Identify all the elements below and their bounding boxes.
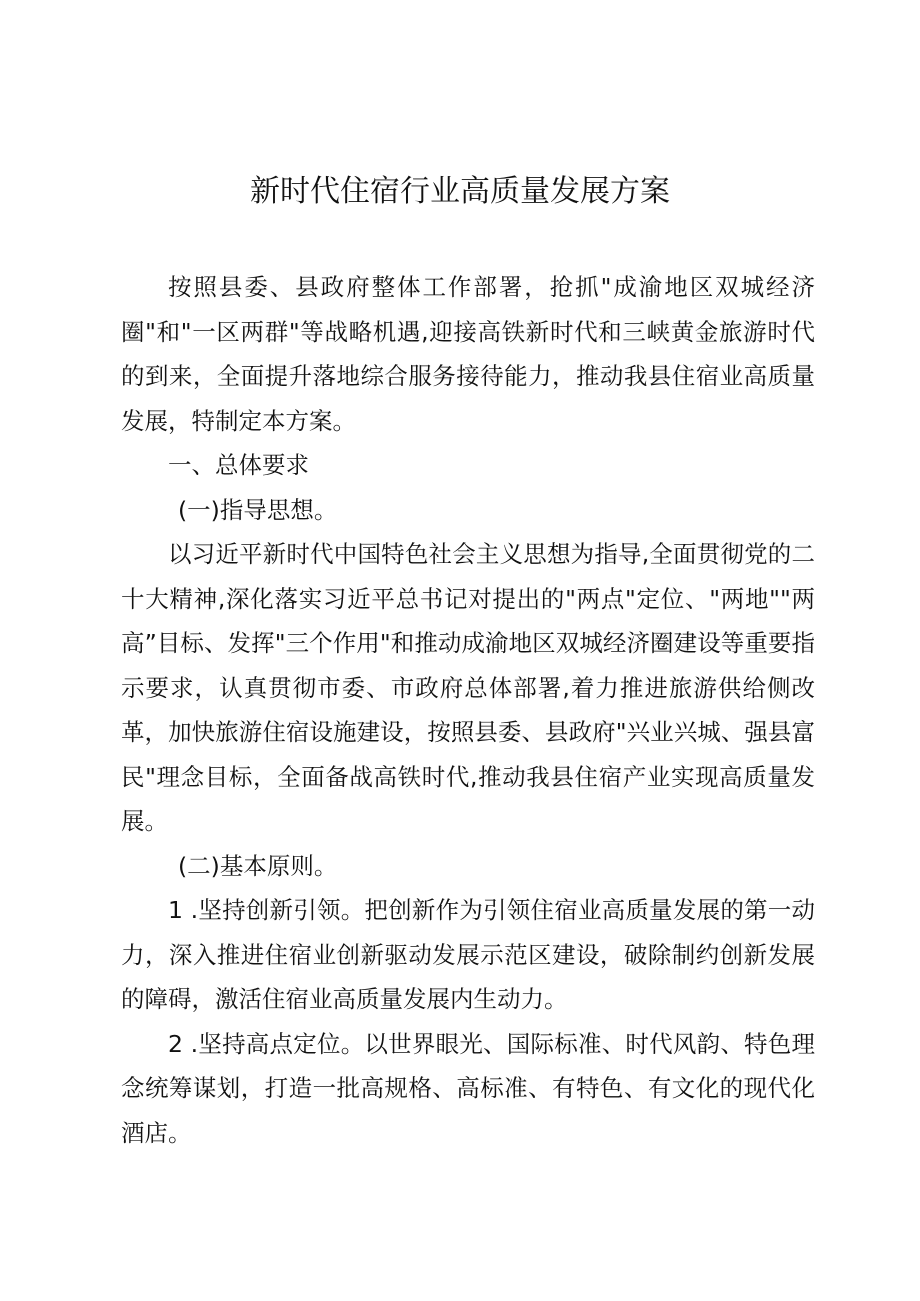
subheading-basic-principles: (二)基本原则。 xyxy=(178,851,338,880)
principle-positioning-paragraph: 2 .坚持高点定位。以世界眼光、国际标准、时代风韵、特色理念统筹谋划，打造一批高规格、高标准、有特色、有文化的现代化酒店。 xyxy=(121,1029,815,1147)
intro-paragraph: 按照县委、县政府整体工作部署，抢抓"成渝地区双城经济圈"和"一区两群"等战略机遇,迎接高铁新时代和三峡黄金旅游时代的到来，全面提升落地综合服务接待能力，推动我县住宿业高质量发展，特制定本方案。 xyxy=(121,273,815,435)
subheading-guiding-ideology: (一)指导思想。 xyxy=(178,495,338,524)
document-title: 新时代住宿行业高质量发展方案 xyxy=(250,174,670,209)
principle-innovation-paragraph: 1 .坚持创新引领。把创新作为引领住宿业高质量发展的第一动力，深入推进住宿业创新驱动发展示范区建设，破除制约创新发展的障碍，激活住宿业高质量发展内生动力。 xyxy=(121,896,815,1013)
document-body xyxy=(121,265,815,1155)
guiding-ideology-paragraph: 以习近平新时代中国特色社会主义思想为指导,全面贯彻党的二十大精神,深化落实习近平总书记对提出的"两点"定位、"两地""两高”目标、发挥"三个作用"和推动成渝地区双城经济圈建设等重要指示要求，认真贯彻市委、市政府总体部署,着力推进旅游供给侧改革，加快旅游住宿设施建设，按照县委、县政府"兴业兴城、强县富民"理念目标，全面备战高铁时代,推动我县住宿产业实现高质量发展。 xyxy=(121,540,815,835)
section-heading-general-requirements: 一、总体要求 xyxy=(168,451,309,479)
